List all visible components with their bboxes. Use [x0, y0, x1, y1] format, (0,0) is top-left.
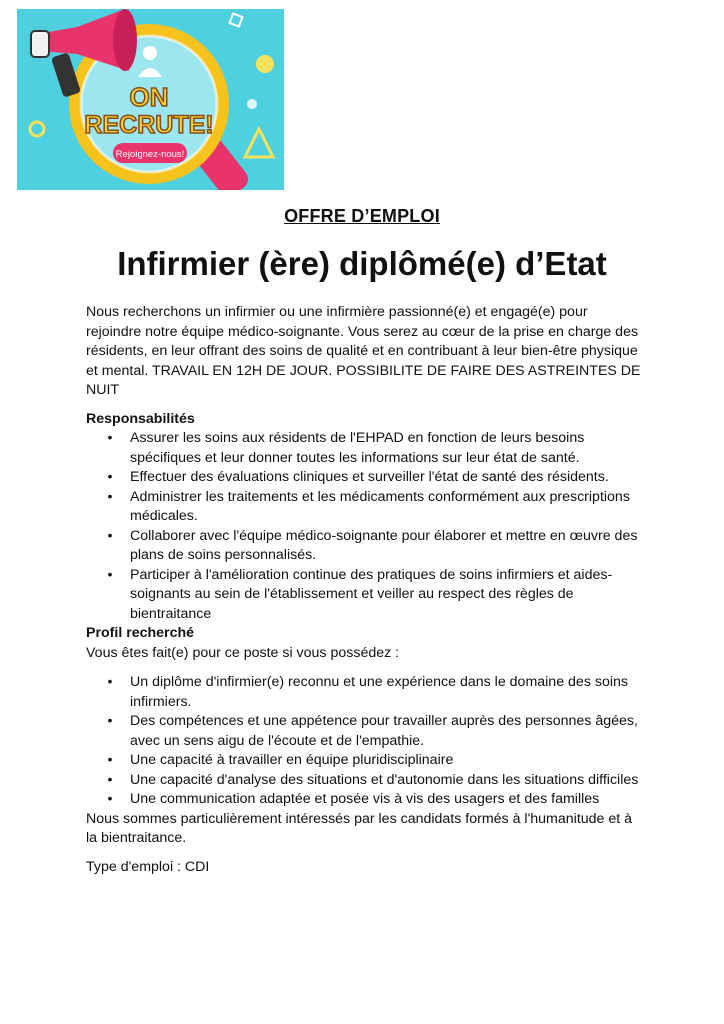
- recruitment-illustration: [17, 9, 284, 190]
- list-item: [86, 751, 646, 771]
- list-item: [86, 488, 646, 527]
- list-item-text: Effectuer des évaluations cliniques et surveiller l'état de santé des résidents.: [130, 469, 609, 485]
- list-item: [86, 771, 646, 791]
- bullet-icon: •: [107, 791, 113, 807]
- list-item-text: Une capacité à travailler en équipe pluridisciplinaire: [130, 752, 454, 768]
- bullet-icon: •: [107, 469, 113, 485]
- profile-lead: Vous êtes fait(e) pour ce poste si vous possédez :: [86, 644, 400, 661]
- intro-paragraph: Nous recherchons un infirmier ou une infirmière passionné(e) et engagé(e) pour rejoindre notre équipe médico-soignante. Vous serez au cœur de la prise en charge des résidents, en leur offrant des soins de qualité et en contribuant à leur bien-être physique et mental. TRAVAIL EN 12H DE JOUR. POSSIBILITE DE FAIRE DES ASTREINTES DE NUIT: [86, 304, 641, 398]
- list-item: [86, 566, 646, 625]
- list-item: [86, 673, 646, 712]
- job-title: Infirmier (ère) diplômé(e) d’Etat: [117, 245, 607, 282]
- bullet-icon: •: [107, 430, 113, 446]
- banner-headline-line2: RECRUTE!: [84, 111, 214, 139]
- banner-headline-line1: ON: [129, 82, 169, 112]
- list-item: [86, 790, 646, 810]
- bullet-icon: •: [107, 527, 113, 544]
- list-item: [86, 429, 646, 468]
- bullet-icon: •: [107, 488, 113, 505]
- profile-list: [86, 673, 646, 810]
- list-item-text: Participer à l'amélioration continue des pratiques de soins infirmiers et aides-soignants au sein de l'établissement et veiller au respect des règles de bientraitance: [130, 566, 613, 622]
- bullet-icon: •: [107, 752, 113, 768]
- list-item-text: Administrer les traitements et les médicaments conformément aux prescriptions médicales.: [130, 488, 630, 524]
- list-item-text: Collaborer avec l'équipe médico-soignante pour élaborer et mettre en œuvre des plans de soins personnalisés.: [130, 527, 638, 563]
- banner-cta-text: Rejoignez-nous!: [115, 149, 185, 160]
- responsibilities-list: [86, 429, 646, 624]
- responsibilities-title: Responsabilités: [86, 410, 195, 427]
- bullet-icon: •: [107, 674, 113, 690]
- recruitment-banner: [17, 9, 284, 190]
- list-item-text: Un diplôme d'infirmier(e) reconnu et une expérience dans le domaine des soins infirmiers.: [130, 674, 628, 710]
- profile-title: Profil recherché: [86, 625, 195, 641]
- list-item: [86, 712, 646, 751]
- list-item-text: Une communication adaptée et posée vis à vis des usagers et des familles: [130, 791, 600, 807]
- list-item-text: Des compétences et une appétence pour travailler auprès des personnes âgées, avec un sens aigu de l'écoute et de l'empathie.: [130, 713, 638, 749]
- list-item: [86, 527, 646, 566]
- closing-paragraph: Nous sommes particulièrement intéressés par les candidats formés à l'humanitude et à la bientraitance.: [86, 810, 633, 846]
- bullet-icon: •: [107, 566, 113, 583]
- bullet-icon: •: [107, 713, 113, 729]
- bullet-icon: •: [107, 771, 113, 788]
- employment-type: Type d'emploi : CDI: [86, 858, 210, 875]
- list-item: [86, 468, 646, 488]
- list-item-text: Assurer les soins aux résidents de l'EHPAD en fonction de leurs besoins spécifiques et leur donner toutes les informations sur leur état de santé.: [130, 430, 585, 466]
- offer-label: OFFRE D’EMPLOI: [284, 206, 440, 226]
- job-description: [86, 303, 646, 877]
- list-item-text: Une capacité d'analyse des situations et d'autonomie dans les situations difficiles: [130, 771, 639, 788]
